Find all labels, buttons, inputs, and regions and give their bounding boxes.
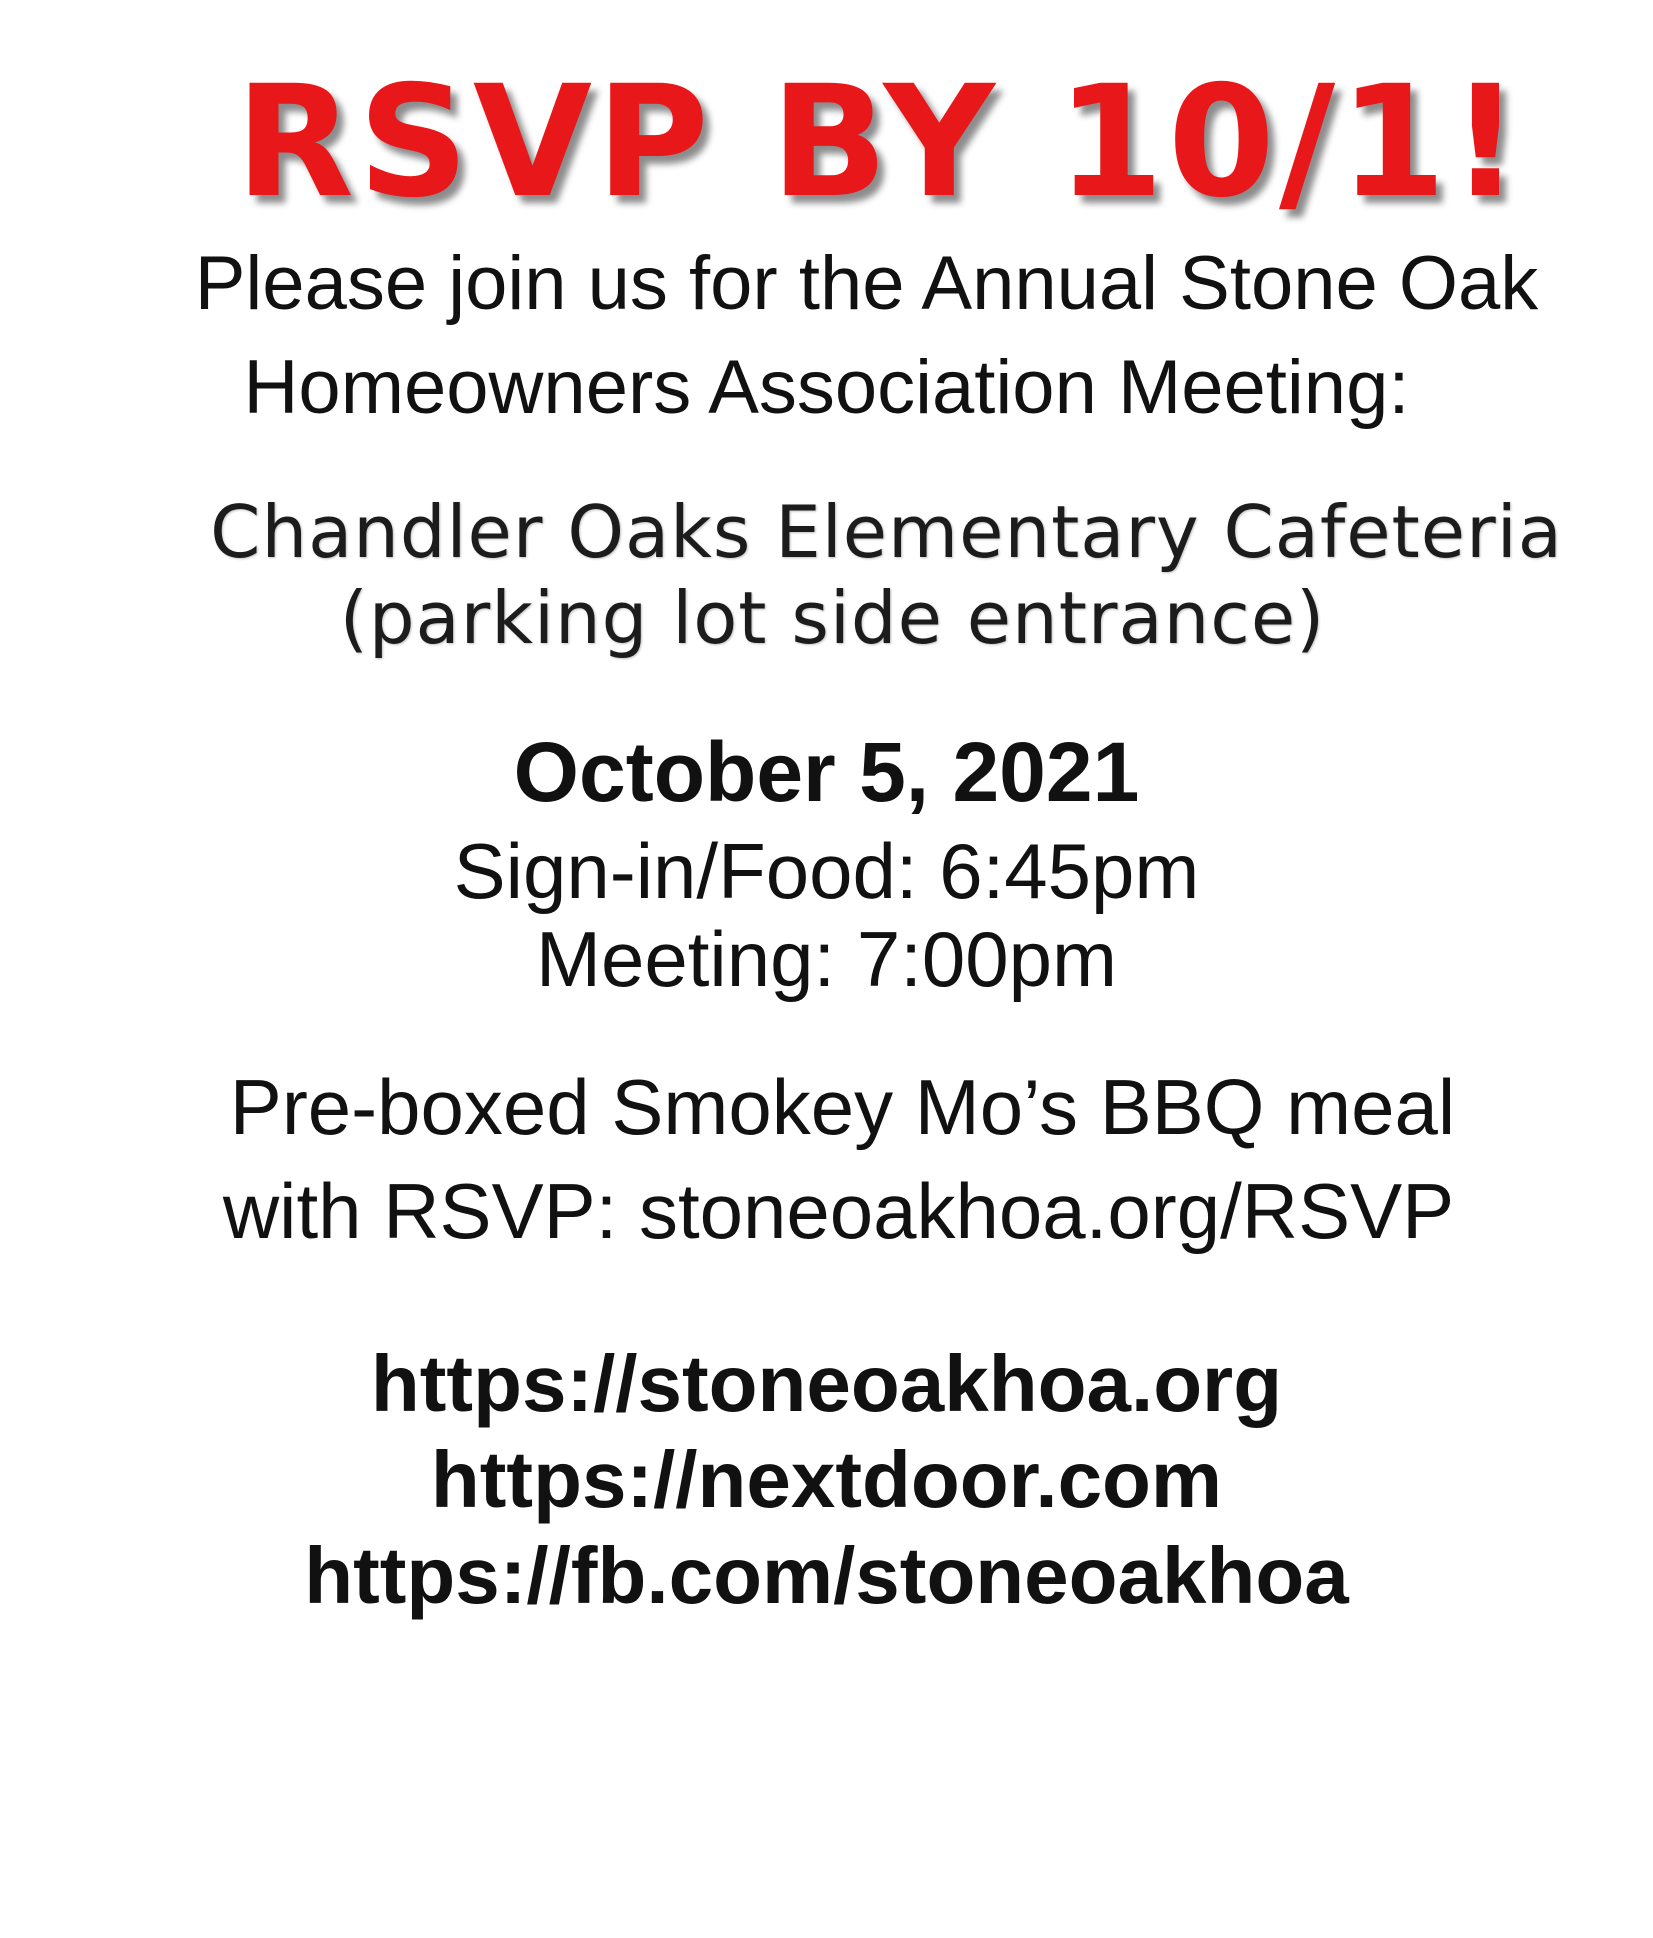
meal-info-line-1: Pre-boxed Smokey Mo’s BBQ meal — [229, 1063, 1456, 1151]
website-link[interactable]: https://stoneoakhoa.org — [370, 1339, 1283, 1428]
intro-line-1: Please join us for the Annual Stone Oak — [194, 241, 1539, 326]
rsvp-headline: RSVP BY 10/1! — [235, 53, 1525, 232]
signin-time: Sign-in/Food: 6:45pm — [453, 827, 1200, 915]
meal-info-line-2: with RSVP: stoneoakhoa.org/RSVP — [222, 1167, 1455, 1255]
venue-entrance-note: (parking lot side entrance) — [339, 576, 1326, 660]
meeting-time: Meeting: 7:00pm — [535, 915, 1117, 1003]
intro-line-2: Homeowners Association Meeting: — [243, 345, 1410, 430]
venue-name: Chandler Oaks Elementary Cafeteria — [210, 490, 1563, 574]
nextdoor-link[interactable]: https://nextdoor.com — [430, 1435, 1223, 1524]
meeting-date: October 5, 2021 — [513, 725, 1140, 819]
facebook-link[interactable]: https://fb.com/stoneoakhoa — [304, 1531, 1349, 1620]
